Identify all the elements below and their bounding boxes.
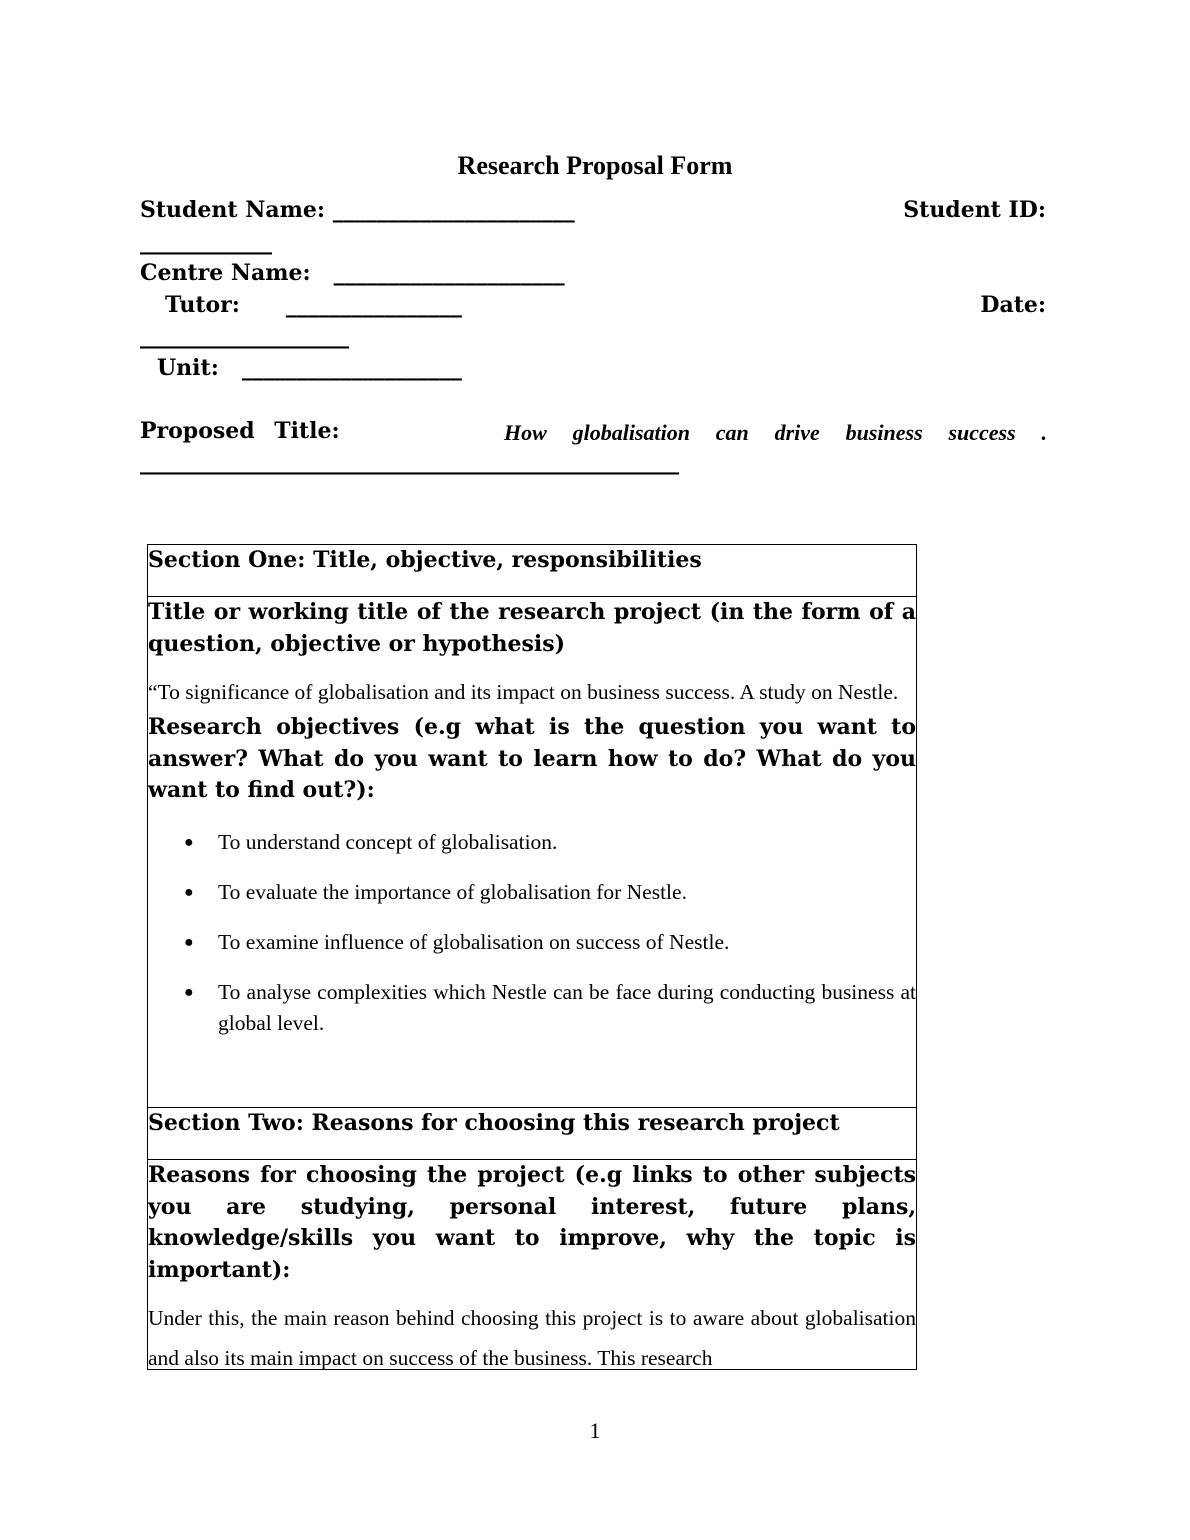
title-objectives-cell xyxy=(148,597,916,1108)
tutor-label: Tutor: xyxy=(165,292,240,318)
reasons-cell xyxy=(148,1160,916,1370)
student-name-line: ______________________ xyxy=(332,197,575,223)
student-name-label: Student Name: xyxy=(140,197,326,223)
unit-line: ____________________ xyxy=(241,355,462,381)
bullet-icon: ● xyxy=(184,883,194,901)
bullet-icon: ● xyxy=(184,983,194,1001)
proposed-title-value: How globalisation can drive business success . xyxy=(504,420,1047,445)
section-one-heading: Section One: Title, objective, responsibilities xyxy=(148,545,916,597)
proposal-table xyxy=(147,544,917,1370)
tutor-field xyxy=(165,292,462,318)
reasons-answer: Under this, the main reason behind choosing this project is to aware about globalisation and also its main impact on success of the business. This research xyxy=(148,1306,916,1370)
unit-label: Unit: xyxy=(157,355,219,381)
bullet-icon: ● xyxy=(184,833,194,851)
centre-name-field xyxy=(140,260,565,286)
working-title-answer: “To significance of globalisation and its impact on business success. A study on Nestle. xyxy=(148,680,899,704)
objectives-question: Research objectives (e.g what is the question you want to answer? What do you want to learn how to do? What do you want to find out?): xyxy=(148,714,916,803)
reasons-question: Reasons for choosing the project (e.g links to other subjects you are studying, personal interest, future plans, knowledge/skills you want to improve, why the topic is important): xyxy=(148,1162,916,1283)
student-id-label: Student ID: xyxy=(903,197,1046,223)
date-line: ___________________ xyxy=(140,323,349,349)
student-name-field xyxy=(140,197,575,223)
proposed-title-label: Proposed Title: xyxy=(140,418,340,444)
page-title: Research Proposal Form xyxy=(457,151,733,180)
tutor-line: ________________ xyxy=(285,292,462,318)
list-item: ● To understand concept of globalisation. xyxy=(148,827,916,858)
list-item: ● To analyse complexities which Nestle can be face during conducting business at global level. xyxy=(148,977,916,1039)
list-item: ● To examine influence of globalisation on success of Nestle. xyxy=(148,927,916,958)
proposed-title-line: _________________________________________________ xyxy=(140,449,679,475)
page-number: 1 xyxy=(589,1418,601,1443)
date-label: Date: xyxy=(980,292,1046,318)
section-two-heading: Section Two: Reasons for choosing this research project xyxy=(148,1108,916,1160)
student-id-line: ____________ xyxy=(140,229,272,255)
centre-name-label: Centre Name: xyxy=(140,260,311,286)
unit-field xyxy=(157,355,462,381)
objectives-list xyxy=(148,827,916,1039)
list-item: ● To evaluate the importance of globalisation for Nestle. xyxy=(148,877,916,908)
centre-name-line: _____________________ xyxy=(333,260,565,286)
working-title-question: Title or working title of the research project (in the form of a question, objective or hypothesis) xyxy=(148,599,916,657)
bullet-icon: ● xyxy=(184,933,194,951)
